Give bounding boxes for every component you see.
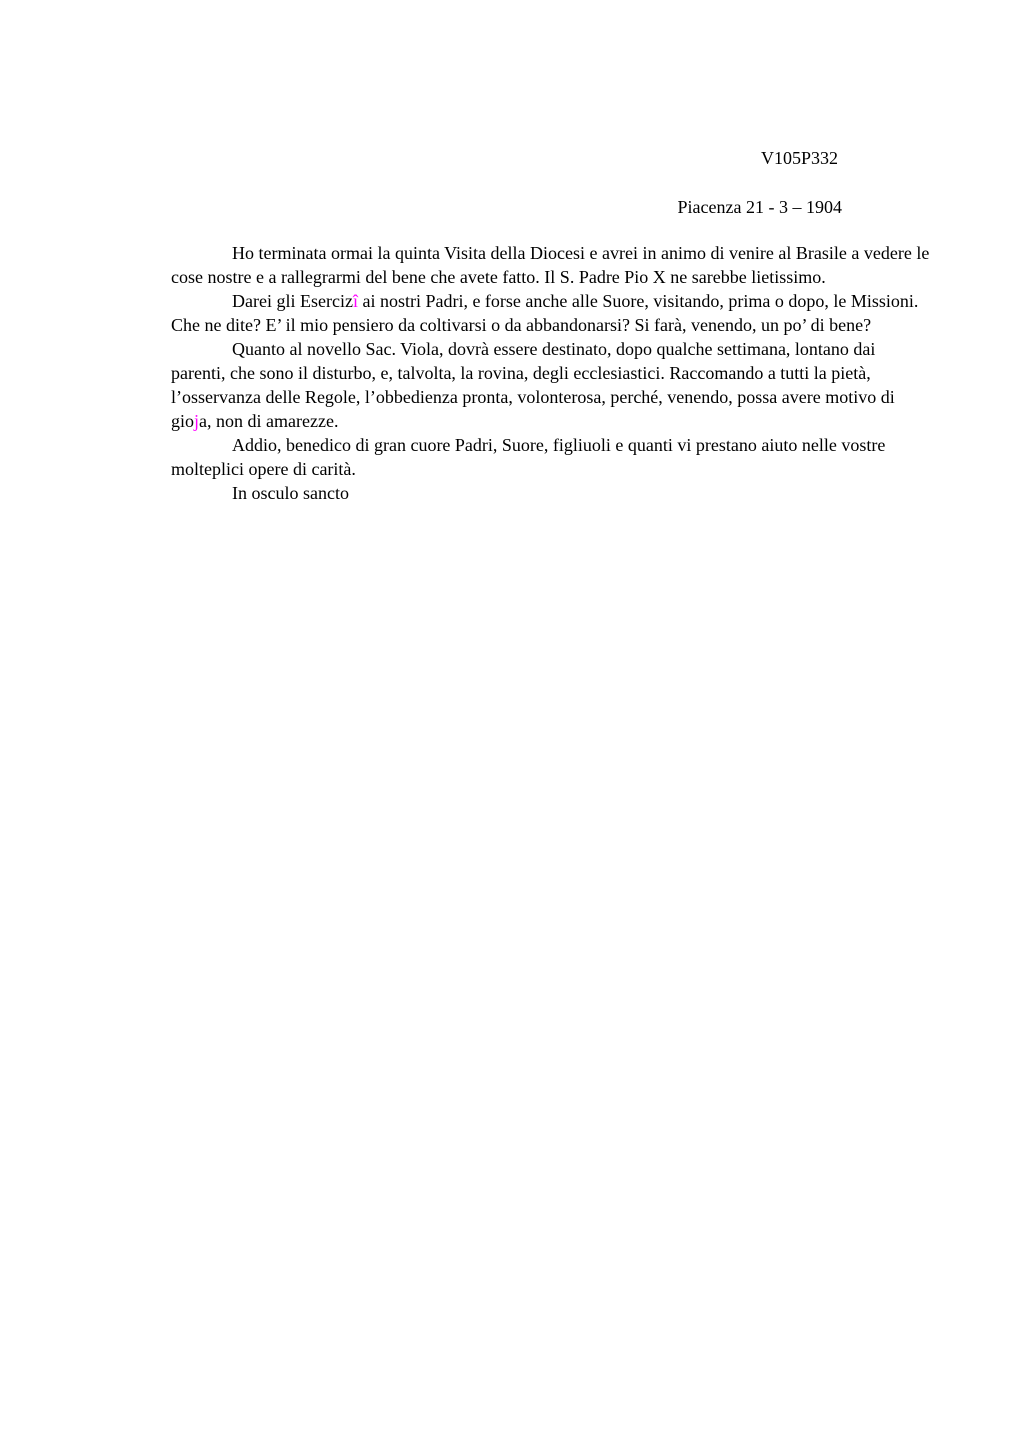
paragraph-2	[171, 289, 931, 337]
paragraph-3-text-end: a, non di amarezze.	[199, 411, 339, 431]
letter-body	[171, 241, 931, 505]
reference-code: V105P332	[760, 148, 838, 168]
paragraph-1: Ho terminata ormai la quinta Visita della Diocesi e avrei in animo di venire al Brasile a vedere le cose nostre e a rallegrarmi del bene che avete fatto. Il S. Padre Pio X ne sarebbe lietissimo.	[171, 243, 930, 287]
place-date: Piacenza 21 - 3 – 1904	[677, 197, 842, 217]
paragraph-2-text-end: ai nostri Padri, e forse anche alle Suore, visitando, prima o dopo, le Missioni. Che ne dite? E’ il mio pensiero da coltivarsi o da abbandonarsi? Si farà, venendo, un po’ di bene?	[171, 291, 919, 335]
highlighted-character: î	[352, 291, 358, 311]
highlighted-character: j	[194, 411, 200, 431]
paragraph-3	[171, 337, 931, 433]
paragraph-3-text-start: Quanto al novello Sac. Viola, dovrà essere destinato, dopo qualche settimana, lontano dai parenti, che sono il disturbo, e, talvolta, la rovina, degli ecclesiastici. Raccomando a tutti la pietà, l’osservanza delle Regole, l’obbedienza pronta, volonterosa, perché, venendo, possa avere motivo di gio	[171, 339, 895, 431]
closing-salutation: In osculo sancto	[232, 483, 349, 503]
paragraph-4: Addio, benedico di gran cuore Padri, Suore, figliuoli e quanti vi prestano aiuto nelle vostre molteplici opere di carità.	[171, 435, 886, 479]
paragraph-2-text-start: Darei gli Eserciz	[232, 291, 353, 311]
